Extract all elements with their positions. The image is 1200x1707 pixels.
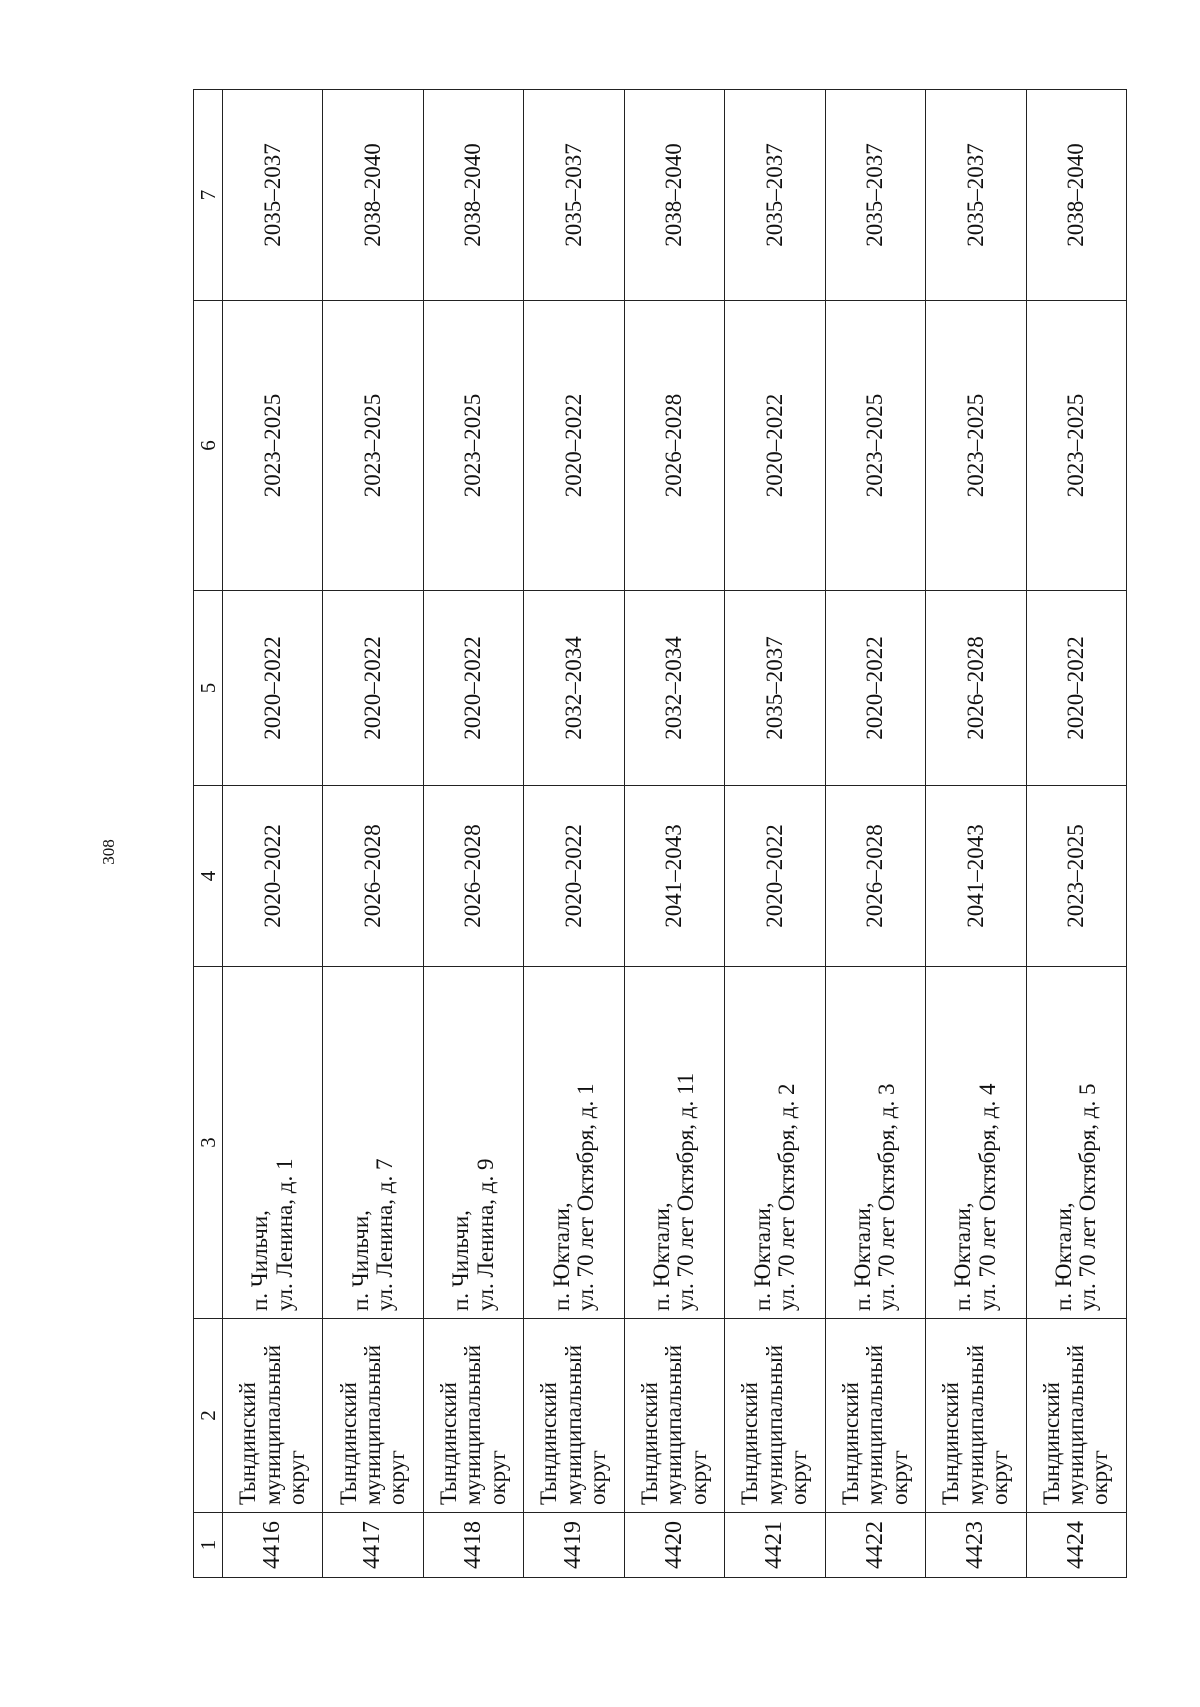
- period-col6-cell: 2023–2025: [1026, 301, 1127, 591]
- table-row: [624, 90, 724, 1578]
- address-settlement: п. Юктали,: [548, 1202, 574, 1311]
- period-col5-cell: 2032–2034: [624, 591, 724, 786]
- period-col6-cell: 2023–2025: [825, 301, 925, 591]
- district-cell: Тындинский муниципальный округ: [524, 1319, 624, 1513]
- period-col7-cell: 2035–2037: [524, 90, 624, 301]
- district-cell: Тындинский муниципальный округ: [725, 1319, 825, 1513]
- address-street: ул. 70 лет Октября, д. 1: [573, 1083, 599, 1311]
- period-col7-cell: 2035–2037: [926, 90, 1026, 301]
- period-col7-cell: 2038–2040: [423, 90, 523, 301]
- period-col4-cell: 2026–2028: [323, 786, 423, 967]
- page-number: 308: [99, 839, 118, 865]
- row-id-cell: 4420: [624, 1513, 724, 1578]
- period-col7-cell: 2038–2040: [323, 90, 423, 301]
- address-cell: [725, 967, 825, 1319]
- period-col4-cell: 2041–2043: [926, 786, 1026, 967]
- address-cell: [524, 967, 624, 1319]
- period-col5-cell: 2032–2034: [524, 591, 624, 786]
- period-col6-cell: 2023–2025: [423, 301, 523, 591]
- period-col5-cell: 2020–2022: [223, 591, 323, 786]
- address-street: ул. 70 лет Октября, д. 5: [1075, 1083, 1101, 1311]
- row-id-cell: 4418: [423, 1513, 523, 1578]
- address-settlement: п. Чильчи,: [448, 1210, 474, 1311]
- period-col6-cell: 2020–2022: [725, 301, 825, 591]
- table-row: [423, 90, 523, 1578]
- address-street: ул. 70 лет Октября, д. 4: [974, 1083, 1000, 1311]
- address-settlement: п. Чильчи,: [347, 1210, 373, 1311]
- period-col4-cell: 2023–2025: [1026, 786, 1127, 967]
- address-cell: [926, 967, 1026, 1319]
- district-cell: Тындинский муниципальный округ: [1026, 1319, 1127, 1513]
- period-col7-cell: 2038–2040: [1026, 90, 1127, 301]
- address-street: ул. Ленина, д. 9: [472, 1158, 498, 1311]
- period-col6-cell: 2020–2022: [524, 301, 624, 591]
- table-header-row: [194, 90, 223, 1578]
- period-col5-cell: 2020–2022: [1026, 591, 1127, 786]
- address-cell: [825, 967, 925, 1319]
- period-col5-cell: 2020–2022: [323, 591, 423, 786]
- address-street: ул. Ленина, д. 1: [271, 1158, 297, 1311]
- row-id-cell: 4423: [926, 1513, 1026, 1578]
- address-settlement: п. Юктали,: [749, 1202, 775, 1311]
- district-cell: Тындинский муниципальный округ: [926, 1319, 1026, 1513]
- address-settlement: п. Юктали,: [1050, 1202, 1076, 1311]
- period-col6-cell: 2026–2028: [624, 301, 724, 591]
- period-col7-cell: 2035–2037: [825, 90, 925, 301]
- period-col4-cell: 2026–2028: [423, 786, 523, 967]
- column-number-header: 4: [194, 786, 223, 967]
- period-col6-cell: 2023–2025: [323, 301, 423, 591]
- period-col7-cell: 2038–2040: [624, 90, 724, 301]
- address-settlement: п. Юктали,: [649, 1202, 675, 1311]
- table-body: [194, 90, 1127, 1578]
- row-id-cell: 4421: [725, 1513, 825, 1578]
- table-row: [323, 90, 423, 1578]
- table-row: [524, 90, 624, 1578]
- period-col5-cell: 2020–2022: [825, 591, 925, 786]
- address-cell: [624, 967, 724, 1319]
- column-number-header: 3: [194, 967, 223, 1319]
- address-street: ул. 70 лет Октября, д. 11: [673, 1072, 699, 1311]
- column-number-header: 5: [194, 591, 223, 786]
- period-col6-cell: 2023–2025: [926, 301, 1026, 591]
- period-col6-cell: 2023–2025: [223, 301, 323, 591]
- row-id-cell: 4424: [1026, 1513, 1127, 1578]
- period-col5-cell: 2026–2028: [926, 591, 1026, 786]
- column-number-header: 7: [194, 90, 223, 301]
- column-number-header: 2: [194, 1319, 223, 1513]
- address-street: ул. 70 лет Октября, д. 3: [874, 1083, 900, 1311]
- row-id-cell: 4417: [323, 1513, 423, 1578]
- column-number-header: 1: [194, 1513, 223, 1578]
- address-settlement: п. Чильчи,: [247, 1210, 273, 1311]
- district-cell: Тындинский муниципальный округ: [624, 1319, 724, 1513]
- period-col4-cell: 2026–2028: [825, 786, 925, 967]
- period-col4-cell: 2020–2022: [223, 786, 323, 967]
- row-id-cell: 4419: [524, 1513, 624, 1578]
- period-col4-cell: 2041–2043: [624, 786, 724, 967]
- table-row: [825, 90, 925, 1578]
- row-id-cell: 4416: [223, 1513, 323, 1578]
- address-street: ул. 70 лет Октября, д. 2: [773, 1083, 799, 1311]
- period-col5-cell: 2035–2037: [725, 591, 825, 786]
- period-col7-cell: 2035–2037: [725, 90, 825, 301]
- period-col5-cell: 2020–2022: [423, 591, 523, 786]
- table-row: [223, 90, 323, 1578]
- district-cell: Тындинский муниципальный округ: [825, 1319, 925, 1513]
- period-col4-cell: 2020–2022: [524, 786, 624, 967]
- rotated-table-container: [193, 90, 1127, 1578]
- district-cell: Тындинский муниципальный округ: [323, 1319, 423, 1513]
- table-row: [1026, 90, 1127, 1578]
- column-number-header: 6: [194, 301, 223, 591]
- address-settlement: п. Юктали,: [950, 1202, 976, 1311]
- district-cell: Тындинский муниципальный округ: [223, 1319, 323, 1513]
- district-cell: Тындинский муниципальный округ: [423, 1319, 523, 1513]
- row-id-cell: 4422: [825, 1513, 925, 1578]
- address-street: ул. Ленина, д. 7: [372, 1158, 398, 1311]
- table-row: [926, 90, 1026, 1578]
- data-table: [193, 89, 1127, 1578]
- address-cell: [423, 967, 523, 1319]
- table-row: [725, 90, 825, 1578]
- address-cell: [223, 967, 323, 1319]
- address-settlement: п. Юктали,: [849, 1202, 875, 1311]
- address-cell: [323, 967, 423, 1319]
- address-cell: [1026, 967, 1127, 1319]
- period-col7-cell: 2035–2037: [223, 90, 323, 301]
- period-col4-cell: 2020–2022: [725, 786, 825, 967]
